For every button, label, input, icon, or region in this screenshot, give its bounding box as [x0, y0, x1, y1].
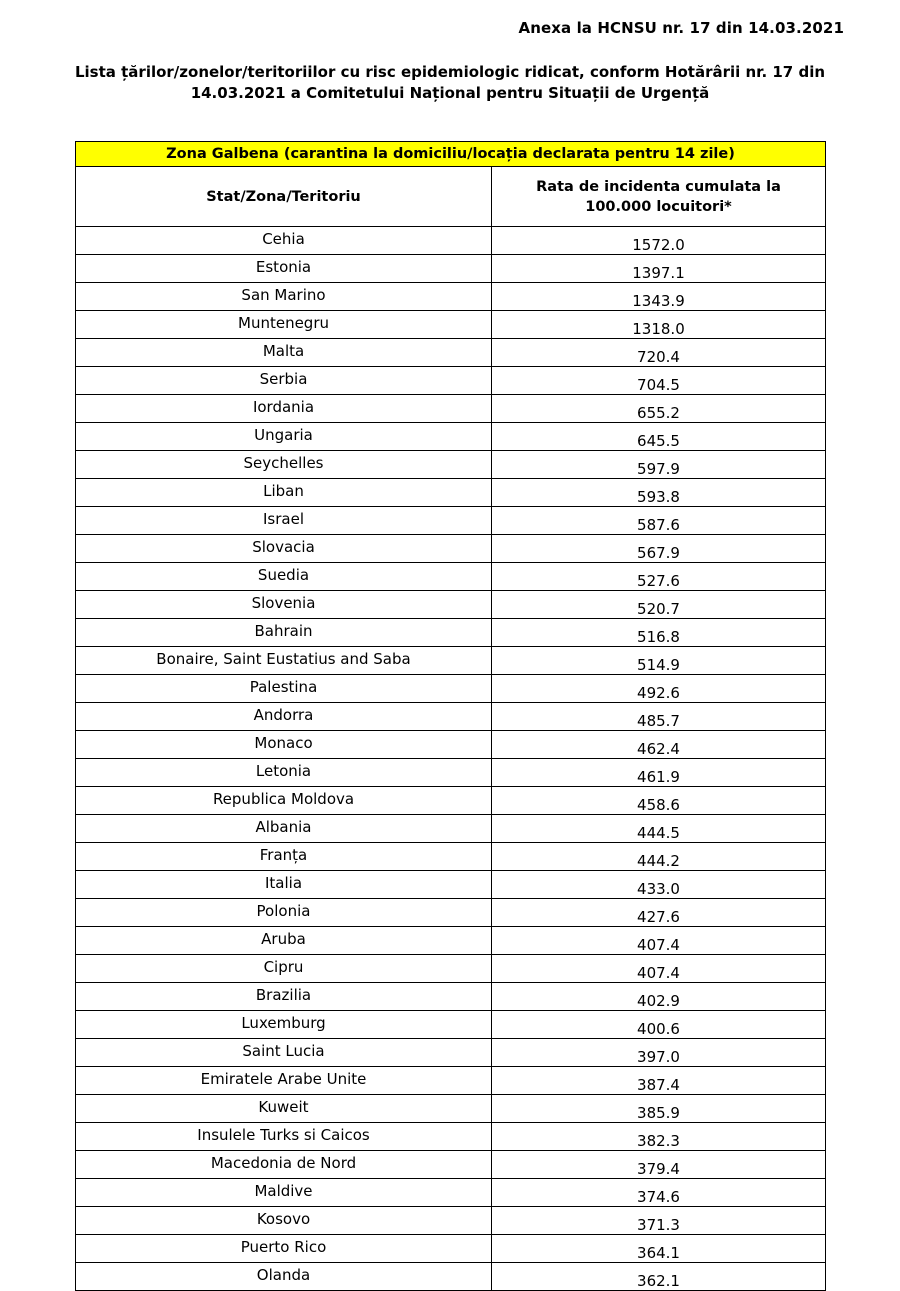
incidence-rate-cell: 492.6 — [492, 675, 826, 703]
country-name-cell: Serbia — [76, 367, 492, 395]
table-row — [76, 1011, 826, 1039]
country-name-cell: Polonia — [76, 899, 492, 927]
table-row — [76, 395, 826, 423]
table-row — [76, 283, 826, 311]
country-name-cell: Bahrain — [76, 619, 492, 647]
document-title-line-2: 14.03.2021 a Comitetului Național pentru Situații de Urgență — [190, 84, 710, 102]
incidence-rate-cell: 1343.9 — [492, 283, 826, 311]
table-row — [76, 955, 826, 983]
document-title-line-1: Lista țărilor/zonelor/teritoriilor cu risc epidemiologic ridicat, conform Hotărârii nr. 17 din — [74, 63, 826, 81]
incidence-rate-cell: 382.3 — [492, 1123, 826, 1151]
country-name-cell: Malta — [76, 339, 492, 367]
incidence-rate-cell: 433.0 — [492, 871, 826, 899]
table-row — [76, 927, 826, 955]
incidence-rate-cell: 374.6 — [492, 1179, 826, 1207]
incidence-rate-cell: 385.9 — [492, 1095, 826, 1123]
annex-reference: Anexa la HCNSU nr. 17 din 14.03.2021 — [518, 19, 844, 37]
incidence-rate-cell: 520.7 — [492, 591, 826, 619]
zone-header-row — [76, 142, 826, 167]
table-row — [76, 563, 826, 591]
incidence-rate-cell: 444.5 — [492, 815, 826, 843]
country-name-cell: Brazilia — [76, 983, 492, 1011]
table-row — [76, 311, 826, 339]
incidence-rate-cell: 704.5 — [492, 367, 826, 395]
country-name-cell: Kosovo — [76, 1207, 492, 1235]
country-name-cell: Letonia — [76, 759, 492, 787]
country-name-cell: Macedonia de Nord — [76, 1151, 492, 1179]
incidence-rate-cell: 379.4 — [492, 1151, 826, 1179]
incidence-rate-cell: 655.2 — [492, 395, 826, 423]
incidence-rate-cell: 444.2 — [492, 843, 826, 871]
country-name-cell: Seychelles — [76, 451, 492, 479]
table-row — [76, 367, 826, 395]
country-name-cell: Puerto Rico — [76, 1235, 492, 1263]
table-row — [76, 1067, 826, 1095]
country-name-cell: Maldive — [76, 1179, 492, 1207]
table-row — [76, 591, 826, 619]
table-row — [76, 1095, 826, 1123]
table-row — [76, 451, 826, 479]
table-row — [76, 1263, 826, 1291]
incidence-rate-cell: 1397.1 — [492, 255, 826, 283]
incidence-rate-cell: 485.7 — [492, 703, 826, 731]
country-name-cell: Palestina — [76, 675, 492, 703]
table-body — [76, 227, 826, 1291]
country-name-cell: Israel — [76, 507, 492, 535]
country-name-cell: Ungaria — [76, 423, 492, 451]
table-row — [76, 255, 826, 283]
incidence-rate-cell: 567.9 — [492, 535, 826, 563]
country-name-cell: Cipru — [76, 955, 492, 983]
country-name-cell: Bonaire, Saint Eustatius and Saba — [76, 647, 492, 675]
table-row — [76, 507, 826, 535]
table-row — [76, 871, 826, 899]
country-name-cell: Luxemburg — [76, 1011, 492, 1039]
column-header-rate-line-1: Rata de incidenta cumulata la — [536, 178, 781, 195]
incidence-rate-cell: 597.9 — [492, 451, 826, 479]
country-name-cell: San Marino — [76, 283, 492, 311]
table-row — [76, 1235, 826, 1263]
country-name-cell: Albania — [76, 815, 492, 843]
table-row — [76, 1123, 826, 1151]
table-row — [76, 675, 826, 703]
country-name-cell: Liban — [76, 479, 492, 507]
incidence-rate-cell: 514.9 — [492, 647, 826, 675]
incidence-rate-cell: 458.6 — [492, 787, 826, 815]
table-row — [76, 1179, 826, 1207]
incidence-rate-cell: 362.1 — [492, 1263, 826, 1291]
incidence-rate-cell: 516.8 — [492, 619, 826, 647]
country-name-cell: Iordania — [76, 395, 492, 423]
table-row — [76, 815, 826, 843]
country-name-cell: Monaco — [76, 731, 492, 759]
table-row — [76, 843, 826, 871]
table-row — [76, 227, 826, 255]
country-name-cell: Andorra — [76, 703, 492, 731]
zone-label: Zona Galbena (carantina la domiciliu/locația declarata pentru 14 zile) — [76, 142, 826, 167]
country-name-cell: Estonia — [76, 255, 492, 283]
country-name-cell: Saint Lucia — [76, 1039, 492, 1067]
incidence-rate-cell: 1318.0 — [492, 311, 826, 339]
table-row — [76, 899, 826, 927]
table-row — [76, 423, 826, 451]
risk-countries-table — [75, 141, 826, 1291]
incidence-rate-cell: 402.9 — [492, 983, 826, 1011]
country-name-cell: Cehia — [76, 227, 492, 255]
country-name-cell: Republica Moldova — [76, 787, 492, 815]
country-name-cell: Suedia — [76, 563, 492, 591]
table-row — [76, 1039, 826, 1067]
table-row — [76, 535, 826, 563]
table-row — [76, 983, 826, 1011]
table-row — [76, 647, 826, 675]
incidence-rate-cell: 400.6 — [492, 1011, 826, 1039]
incidence-rate-cell: 461.9 — [492, 759, 826, 787]
document-title — [40, 62, 860, 104]
country-name-cell: Insulele Turks si Caicos — [76, 1123, 492, 1151]
incidence-rate-cell: 407.4 — [492, 955, 826, 983]
country-name-cell: Emiratele Arabe Unite — [76, 1067, 492, 1095]
incidence-rate-cell: 462.4 — [492, 731, 826, 759]
incidence-rate-cell: 407.4 — [492, 927, 826, 955]
table-row — [76, 1207, 826, 1235]
table-row — [76, 619, 826, 647]
column-header-rate — [492, 167, 826, 227]
incidence-rate-cell: 593.8 — [492, 479, 826, 507]
country-name-cell: Slovenia — [76, 591, 492, 619]
incidence-rate-cell: 364.1 — [492, 1235, 826, 1263]
incidence-rate-cell: 397.0 — [492, 1039, 826, 1067]
country-name-cell: Kuweit — [76, 1095, 492, 1123]
table-row — [76, 731, 826, 759]
country-name-cell: Italia — [76, 871, 492, 899]
table-row — [76, 339, 826, 367]
country-name-cell: Aruba — [76, 927, 492, 955]
incidence-rate-cell: 720.4 — [492, 339, 826, 367]
table-row — [76, 787, 826, 815]
country-name-cell: Olanda — [76, 1263, 492, 1291]
table-row — [76, 703, 826, 731]
country-name-cell: Slovacia — [76, 535, 492, 563]
incidence-rate-cell: 587.6 — [492, 507, 826, 535]
column-header-country: Stat/Zona/Teritoriu — [76, 167, 492, 227]
column-header-row — [76, 167, 826, 227]
table-row — [76, 1151, 826, 1179]
table-row — [76, 479, 826, 507]
country-name-cell: Muntenegru — [76, 311, 492, 339]
incidence-rate-cell: 427.6 — [492, 899, 826, 927]
table-row — [76, 759, 826, 787]
incidence-rate-cell: 527.6 — [492, 563, 826, 591]
incidence-rate-cell: 645.5 — [492, 423, 826, 451]
incidence-rate-cell: 1572.0 — [492, 227, 826, 255]
incidence-rate-cell: 371.3 — [492, 1207, 826, 1235]
country-name-cell: Franța — [76, 843, 492, 871]
column-header-rate-line-2: 100.000 locuitori* — [585, 198, 732, 215]
incidence-rate-cell: 387.4 — [492, 1067, 826, 1095]
